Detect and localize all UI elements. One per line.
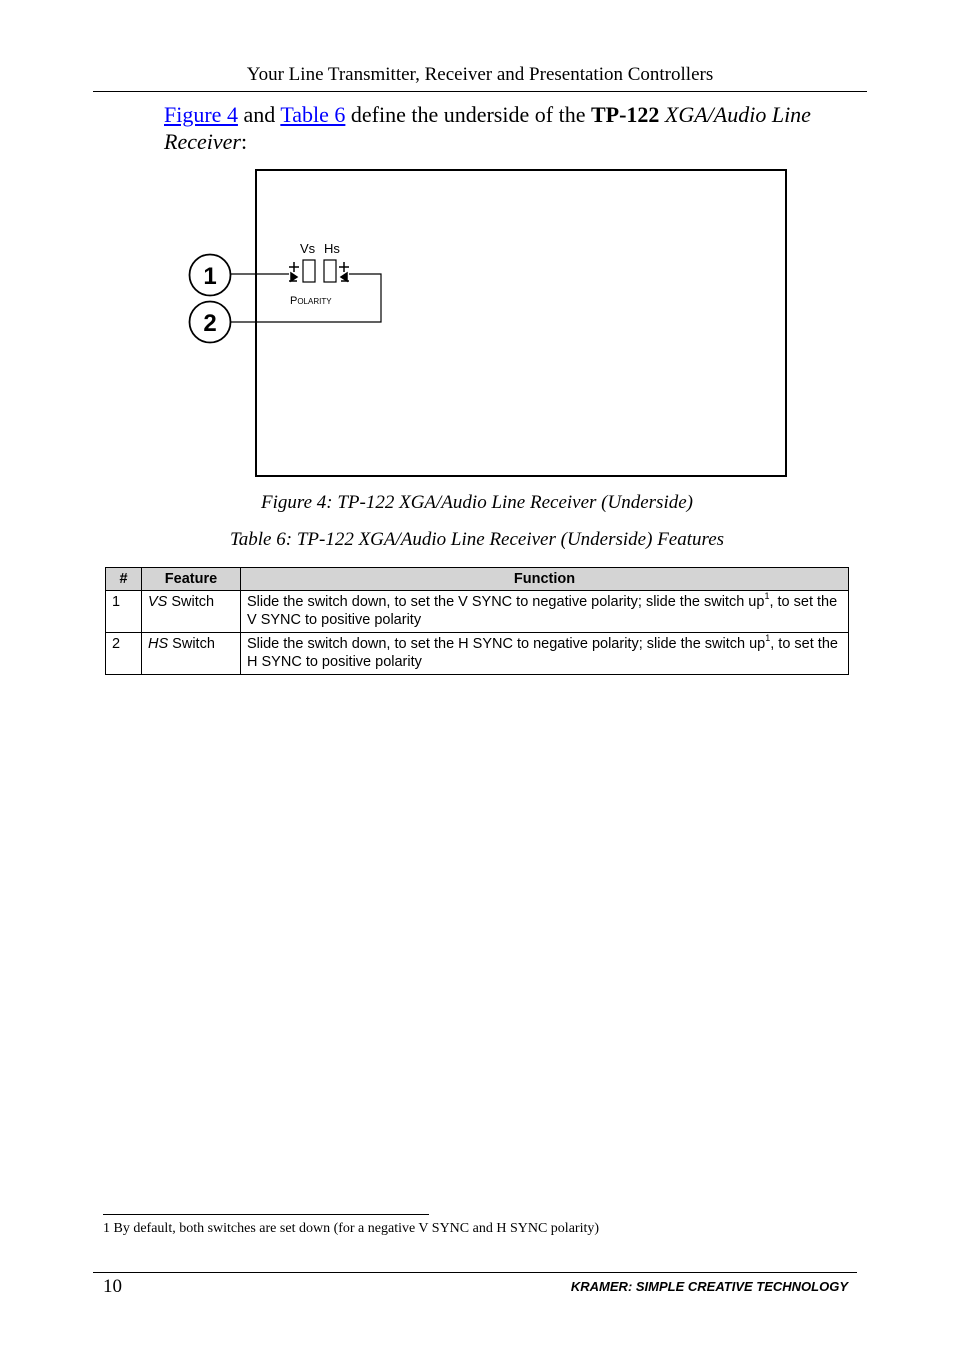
callout-2-number: 2 [203,310,217,337]
device-outline [256,170,786,476]
header-rule [93,91,867,92]
hs-switch-symbol [324,260,349,282]
function-text-end: , to set the V SYNC to positive polarity [247,594,838,628]
header-feature: Feature [142,568,241,591]
intro-end: : [240,129,248,154]
row-feature [142,591,241,633]
vs-switch-symbol [289,260,315,282]
footnote: 1 By default, both switches are set down (for a negative V SYNC and H SYNC polarity) [103,1221,600,1236]
function-text-end: , to set the H SYNC to positive polarity [247,636,838,670]
row-function [241,633,849,675]
feature-abbr: VS [148,594,168,610]
intro-and: and [237,102,281,127]
feature-abbr: HS [148,636,169,652]
product-name: XGA/Audio Line Receiver [164,102,811,154]
polarity-label: Polarity [290,295,332,307]
figure-caption: Figure 4: TP-122 XGA/Audio Line Receiver (Underside) [261,492,693,513]
header-function: Function [241,568,849,591]
footnote-ref[interactable]: 1 [764,591,770,601]
table-header-row [106,568,849,591]
row-function [241,591,849,633]
page-number: 10 [103,1276,122,1297]
table-row [106,633,849,675]
footer-rule [93,1272,857,1273]
footnote-ref[interactable]: 1 [765,633,771,643]
underside-diagram [185,165,795,485]
vs-label: Vs [300,241,316,256]
row-feature [142,633,241,675]
row-num: 2 [106,633,142,675]
callout-1-number: 1 [203,263,217,290]
figure-4-link[interactable]: Figure 4 [164,102,238,127]
function-text: Slide the switch down, to set the V SYNC to negative polarity; slide the switch up [247,594,765,610]
running-header: Your Line Transmitter, Receiver and Presentation Controllers [246,64,714,85]
footnote-rule [103,1214,429,1215]
table-6-link[interactable]: Table 6 [280,102,346,127]
feature-rest: Switch [167,594,215,610]
row-num: 1 [106,591,142,633]
table-row [106,591,849,633]
header-num: # [106,568,142,591]
feature-rest: Switch [168,636,215,652]
function-text: Slide the switch down, to set the H SYNC to negative polarity; slide the switch up [247,636,766,652]
model-name: TP-122 [590,102,660,127]
footer-brand: KRAMER: SIMPLE CREATIVE TECHNOLOGY [570,1279,848,1294]
hs-label: Hs [324,241,340,256]
intro-paragraph [164,101,864,155]
features-table [105,567,849,675]
intro-text: define the underside of the [345,102,591,127]
table-caption: Table 6: TP-122 XGA/Audio Line Receiver (Underside) Features [229,529,725,550]
